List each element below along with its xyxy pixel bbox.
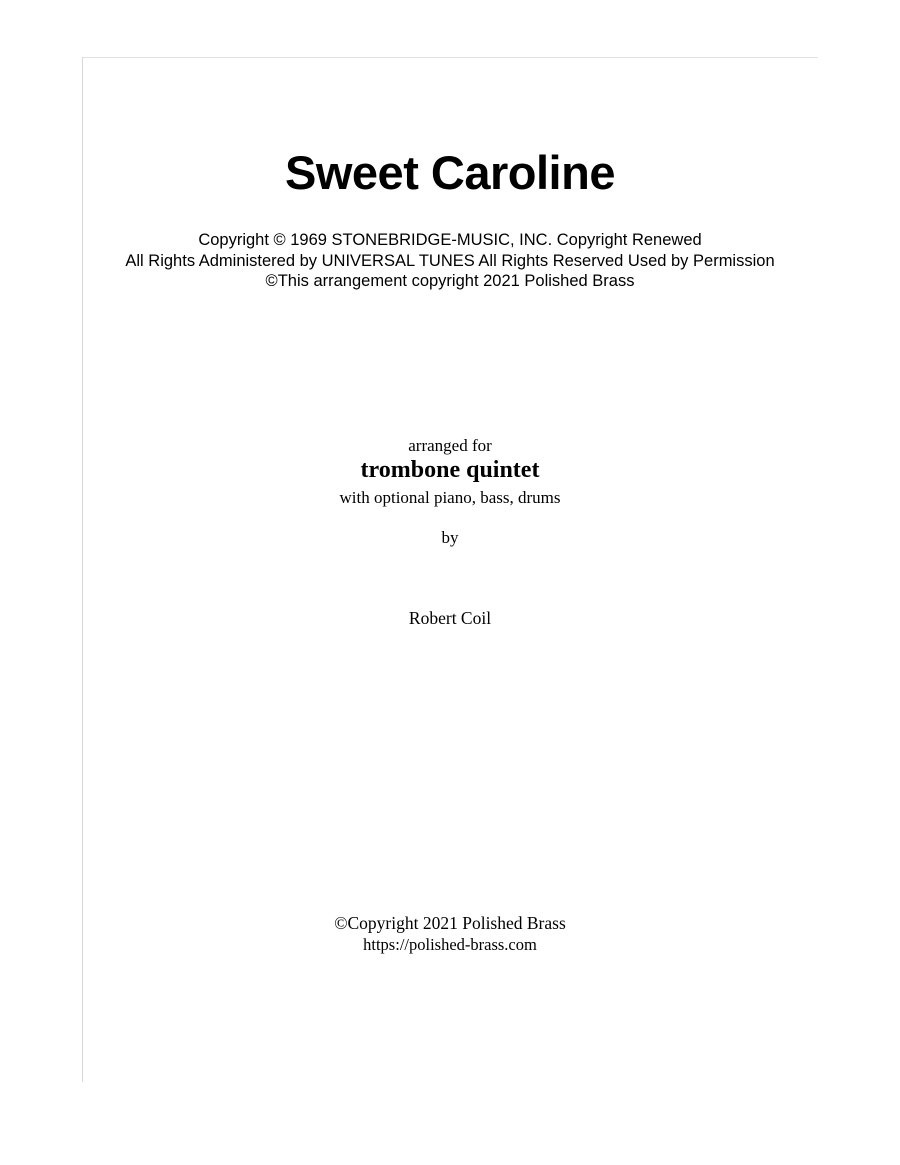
footer-website-url: https://polished-brass.com bbox=[363, 935, 537, 954]
copyright-line-3: ©This arrangement copyright 2021 Polished Brass bbox=[265, 272, 635, 291]
footer-copyright: ©Copyright 2021 Polished Brass bbox=[334, 913, 566, 933]
page-footer bbox=[82, 912, 818, 956]
copyright-line-2: All Rights Administered by UNIVERSAL TUNES All Rights Reserved Used by Permission bbox=[125, 251, 775, 270]
page-content bbox=[82, 57, 818, 1082]
by-label: by bbox=[441, 528, 459, 547]
ensemble-name: trombone quintet bbox=[360, 457, 540, 483]
arranger-name: Robert Coil bbox=[408, 608, 492, 628]
copyright-notice bbox=[32, 230, 868, 292]
optional-instruments: with optional piano, bass, drums bbox=[339, 488, 561, 507]
copyright-line-1: Copyright © 1969 STONEBRIDGE-MUSIC, INC. Copyright Renewed bbox=[198, 231, 702, 249]
arranged-for-label: arranged for bbox=[408, 436, 492, 455]
page-title: Sweet Caroline bbox=[285, 146, 615, 199]
